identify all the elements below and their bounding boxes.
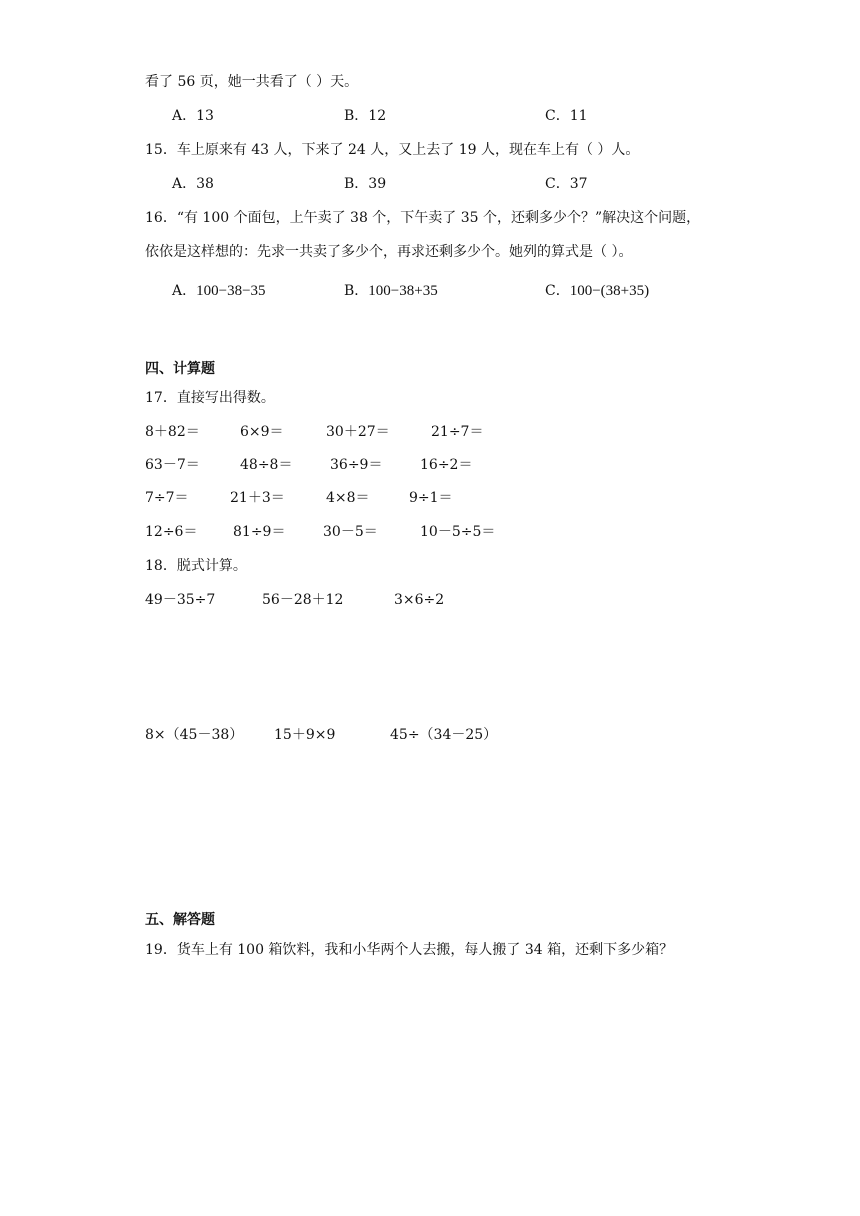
q16-line2: 依依是这样想的：先求一共卖了多少个，再求还剩多少个。她列的算式是（ ）。 <box>145 244 633 260</box>
q14-option-a[interactable]: A．13 <box>172 108 214 124</box>
q16-option-c[interactable] <box>545 281 649 301</box>
q14-continuation: 看了 56 页，她一共看了（ ）天。 <box>145 74 359 90</box>
q14-option-c[interactable]: C．11 <box>545 108 588 124</box>
q16-option-c-expr: 100−(38+35) <box>569 283 650 299</box>
section4-heading: 四、计算题 <box>145 361 215 377</box>
section5-heading: 五、解答题 <box>145 912 215 928</box>
oral-r1-c1: 8＋82＝ <box>145 424 200 440</box>
q15-option-c[interactable]: C．37 <box>545 176 588 192</box>
step-r2-c2: 15＋9×9 <box>274 727 336 743</box>
q19-text: 19．货车上有 100 箱饮料，我和小华两个人去搬，每人搬了 34 箱，还剩下多少箱？ <box>145 942 674 958</box>
oral-r2-c2: 48÷8＝ <box>240 457 293 473</box>
q16-option-c-label: C． <box>545 283 570 299</box>
q16-option-a[interactable] <box>172 281 266 301</box>
step-r2-c1: 8×（45－38） <box>145 727 244 743</box>
q16-option-a-label: A． <box>172 283 197 299</box>
oral-r1-c3: 30＋27＝ <box>326 424 390 440</box>
oral-r4-c4: 10－5÷5＝ <box>420 524 496 540</box>
step-r1-c3: 3×6÷2 <box>394 592 445 608</box>
step-r2-c3: 45÷（34－25） <box>390 727 498 743</box>
q18-title: 18．脱式计算。 <box>145 558 247 574</box>
q15-option-b[interactable]: B．39 <box>344 176 387 192</box>
oral-r3-c4: 9÷1＝ <box>409 490 453 506</box>
oral-r2-c4: 16÷2＝ <box>420 457 473 473</box>
step-r1-c2: 56－28＋12 <box>262 592 344 608</box>
oral-r4-c1: 12÷6＝ <box>145 524 198 540</box>
oral-r2-c3: 36÷9＝ <box>330 457 383 473</box>
oral-r1-c2: 6×9＝ <box>240 424 284 440</box>
q16-option-b-expr: 100−38+35 <box>368 283 438 299</box>
oral-r4-c3: 30－5＝ <box>323 524 378 540</box>
oral-r1-c4: 21÷7＝ <box>431 424 484 440</box>
q17-title: 17．直接写出得数。 <box>145 390 275 406</box>
q16-option-b[interactable] <box>344 281 438 301</box>
q16-option-a-expr: 100−38−35 <box>196 283 266 299</box>
q16-line1: 16．“有 100 个面包，上午卖了 38 个，下午卖了 35 个，还剩多少个？”解决这个问题， <box>145 210 701 226</box>
q15-text: 15．车上原来有 43 人，下来了 24 人，又上去了 19 人，现在车上有（ ）人。 <box>145 142 640 158</box>
oral-r3-c3: 4×8＝ <box>326 490 370 506</box>
q14-option-b[interactable]: B．12 <box>344 108 387 124</box>
step-r1-c1: 49－35÷7 <box>145 592 216 608</box>
oral-r4-c2: 81÷9＝ <box>233 524 286 540</box>
q16-option-b-label: B． <box>344 283 369 299</box>
oral-r3-c2: 21＋3＝ <box>230 490 285 506</box>
oral-r2-c1: 63－7＝ <box>145 457 200 473</box>
oral-r3-c1: 7÷7＝ <box>145 490 189 506</box>
q15-option-a[interactable]: A．38 <box>172 176 214 192</box>
